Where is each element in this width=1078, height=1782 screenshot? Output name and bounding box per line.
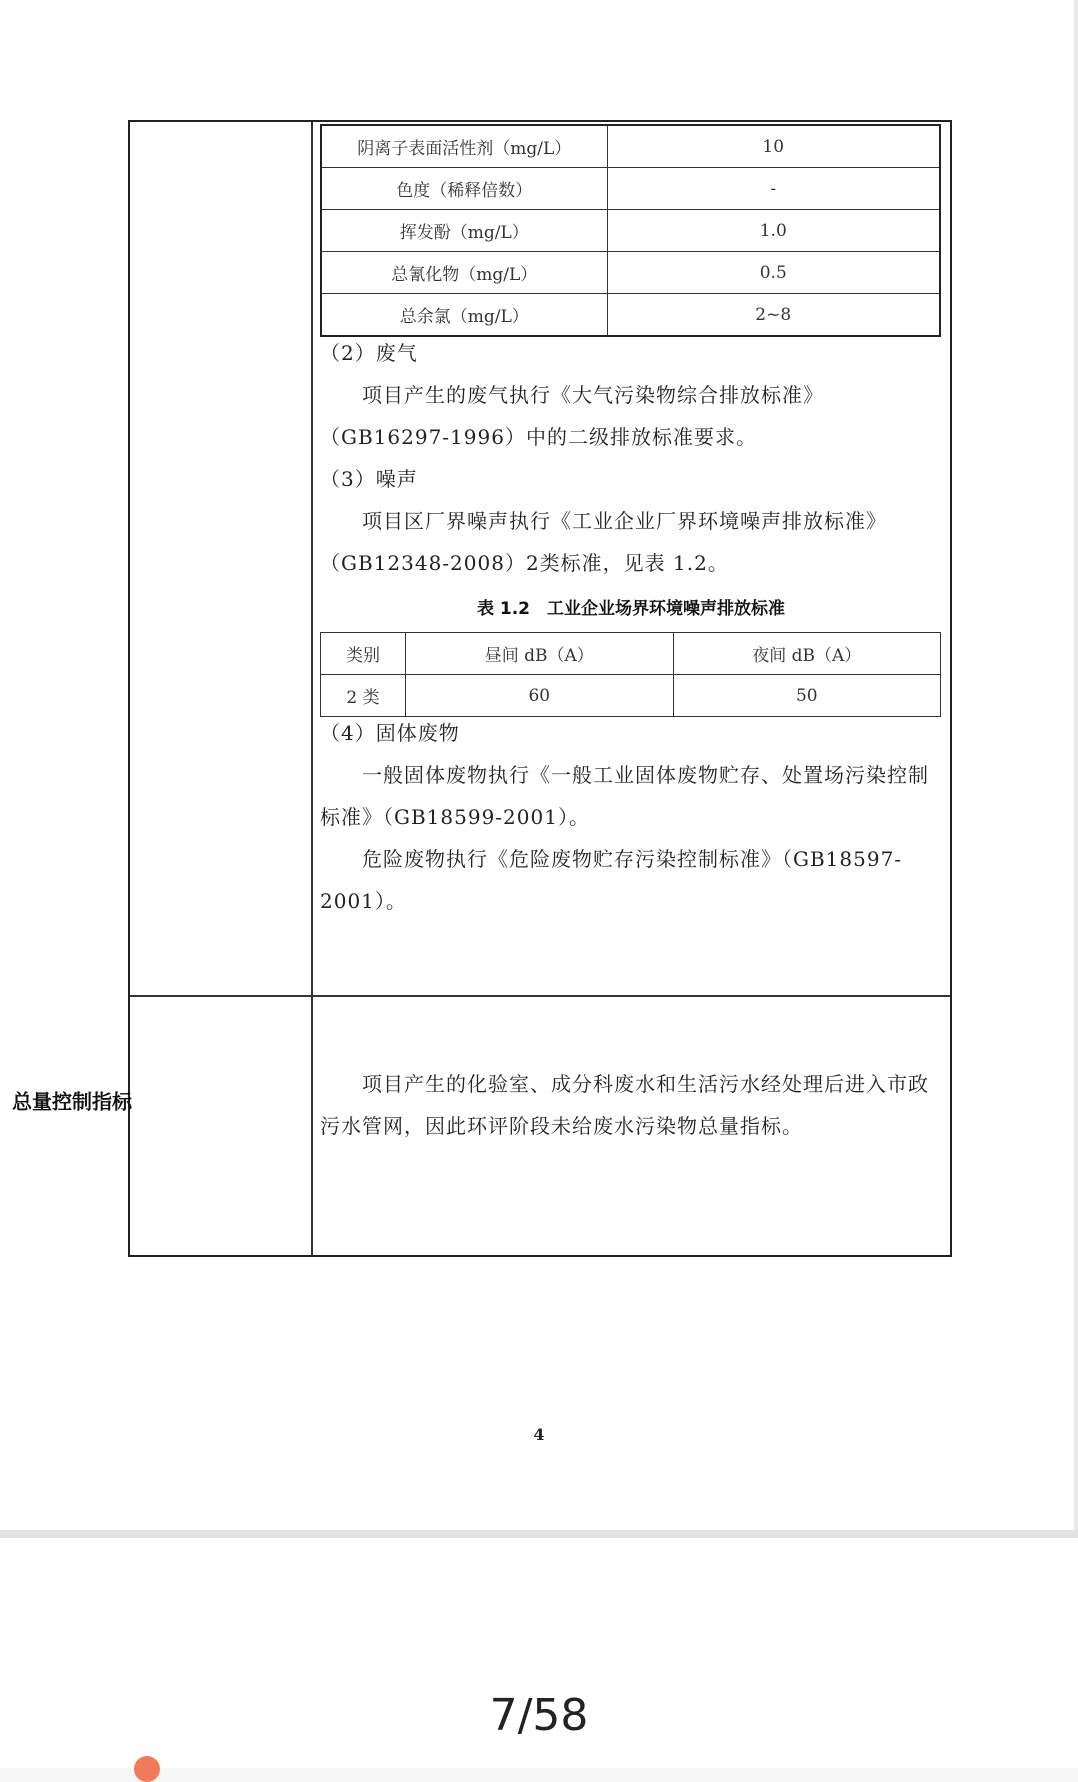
total-control-label: 总量控制指标 <box>12 1089 132 1114</box>
column-header: 夜间 dB（A） <box>673 633 940 675</box>
page-counter: 7/58 <box>489 1690 589 1741</box>
solid-text-hazardous: 危险废物执行《危险废物贮存污染控制标准》（GB18597-2001）。 <box>320 847 903 913</box>
table-row <box>321 125 940 168</box>
table-caption: 表 1.2 工业企业场界环境噪声排放标准 <box>476 599 786 619</box>
param-value: 2~8 <box>607 294 940 337</box>
water-standard-table <box>320 124 941 337</box>
table-row <box>321 168 940 210</box>
row-divider <box>130 995 950 997</box>
floating-button[interactable] <box>134 1756 160 1782</box>
total-control-text: 项目产生的化验室、成分科废水和生活污水经处理后进入市政污水管网，因此环评阶段未给废水污染物总量指标。 <box>320 1072 929 1138</box>
solid-heading: （4）固体废物 <box>320 721 460 745</box>
table-cell: 50 <box>673 675 940 717</box>
param-value: 0.5 <box>607 252 940 294</box>
param-name: 总余氯（mg/L） <box>321 294 607 337</box>
air-text: 项目产生的废气执行《大气污染物综合排放标准》（GB16297-1996）中的二级排放标准要求。 <box>320 383 824 449</box>
column-header: 类别 <box>321 633 406 675</box>
table-row <box>321 294 940 337</box>
table-row <box>321 675 941 717</box>
param-value: - <box>607 168 940 210</box>
param-name: 阴离子表面活性剂（mg/L） <box>321 125 607 168</box>
noise-heading: （3）噪声 <box>320 467 418 491</box>
param-value: 10 <box>607 125 940 168</box>
noise-text: 项目区厂界噪声执行《工业企业厂界环境噪声排放标准》（GB12348-2008）2类标准，见表 1.2。 <box>320 509 887 575</box>
param-name: 挥发酚（mg/L） <box>321 210 607 252</box>
param-value: 1.0 <box>607 210 940 252</box>
noise-standard-table <box>320 632 941 717</box>
table-cell: 60 <box>406 675 673 717</box>
column-header: 昼间 dB（A） <box>406 633 673 675</box>
table-header-row <box>321 633 941 675</box>
table-row <box>321 252 940 294</box>
table-row <box>321 210 940 252</box>
solid-text-general: 一般固体废物执行《一般工业固体废物贮存、处置场污染控制标准》（GB18599-2001）。 <box>320 763 929 829</box>
air-heading: （2）废气 <box>320 341 418 365</box>
page-separator <box>0 1530 1078 1538</box>
param-name: 总氰化物（mg/L） <box>321 252 607 294</box>
page-number: 4 <box>533 1425 545 1444</box>
param-name: 色度（稀释倍数） <box>321 168 607 210</box>
column-divider <box>311 122 313 1255</box>
table-cell: 2 类 <box>321 675 406 717</box>
